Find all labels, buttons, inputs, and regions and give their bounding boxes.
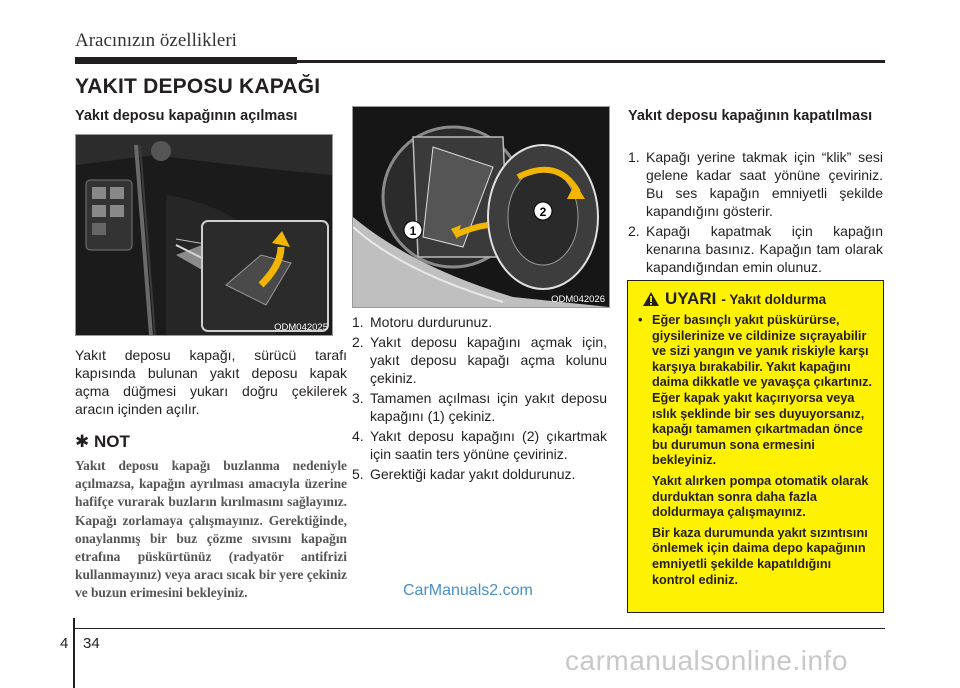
warning-paragraph: Bir kaza durumunda yakıt sızıntısını önlemek için daima depo kapağının emniyetli şekilde kapatıldığını kontrol ediniz. xyxy=(652,525,868,587)
warning-box xyxy=(627,280,884,613)
step-item: 2. Kapağı kapatmak için kapağın kenarına basınız. Kapağın tam olarak kapandığından emin olunuz. xyxy=(628,223,883,275)
step-item: 5. Gerektiği kadar yakıt doldurunuz. xyxy=(352,466,576,482)
warning-heading: UYARI - Yakıt doldurma xyxy=(642,289,826,309)
step-item: 3. Tamamen açılması için yakıt deposu kapağını (1) çekiniz. xyxy=(352,390,607,424)
header-rule xyxy=(75,60,885,63)
warning-paragraph: Eğer basınçlı yakıt püskürürse, giysilerinize ve cildinize sıçrayabilir ve sizi yangın ve yanık riskiyle karşı karşıya bırakabilir. Yakıt kapağını daima dikkatle ve yavaşça çıkartınız. Eğer kapak yakıt kaçırıyorsa veya ıslık şeklinde bir ses duyuyorsanız, kapağı tamamen çıkartmadan önce bu durumun sona ermesini bekleyiniz. xyxy=(652,313,873,468)
step-item: 1. Kapağı yerine takmak için “klik” sesi gelene kadar saat yönüne çeviriniz. Bu ses kapağın emniyetli şekilde kapandığını gösterir. xyxy=(628,149,883,219)
step-item: 1. Motoru durdurunuz. xyxy=(352,314,493,330)
callout-2: 2 xyxy=(539,205,547,219)
warning-body xyxy=(638,313,874,593)
footer-rule xyxy=(75,628,885,629)
bullet-icon: • xyxy=(638,313,643,327)
opening-steps xyxy=(352,313,607,485)
opening-heading: Yakıt deposu kapağının açılması xyxy=(75,108,298,124)
running-header: Aracınızın özellikleri xyxy=(75,30,237,51)
footer-divider xyxy=(73,618,75,688)
warning-paragraph: Yakıt alırken pompa otomatik olarak durduktan sonra daha fazla doldurmaya çalışmayınız. xyxy=(652,473,869,520)
page-number: 34 xyxy=(83,635,100,652)
warning-triangle-icon xyxy=(642,291,660,307)
watermark-site: carmanualsonline.info xyxy=(565,645,848,676)
note-heading: ✱ NOT xyxy=(75,432,130,451)
closing-heading: Yakıt deposu kapağının kapatılması xyxy=(628,108,873,124)
step-item: 4. Yakıt deposu kapağını (2) çıkartmak için saatin ters yönüne çeviriniz. xyxy=(352,428,607,462)
fuel-door-figure xyxy=(352,106,610,308)
callout-1: 1 xyxy=(409,224,417,238)
opening-paragraph: Yakıt deposu kapağı, sürücü tarafı kapısında bulunan yakıt deposu kapak açma düğmesi yukarı doğru çekilerek aracın içinden açılır. xyxy=(75,347,347,417)
step-item: 2. Yakıt deposu kapağını açmak için, yakıt deposu kapağı açma kolunu çekiniz. xyxy=(352,334,607,386)
door-switch-illustration xyxy=(76,135,332,335)
watermark-link: CarManuals2.com xyxy=(403,582,533,599)
figure-code: ODM042025 xyxy=(274,322,328,333)
section-title: YAKIT DEPOSU KAPAĞI xyxy=(75,75,321,98)
closing-steps xyxy=(628,148,883,278)
door-switch-figure xyxy=(75,134,333,336)
fuel-door-illustration xyxy=(353,107,609,307)
figure-code: ODM042026 xyxy=(551,294,605,305)
note-star-icon: ✱ xyxy=(75,432,90,451)
chapter-number: 4 xyxy=(60,635,69,652)
note-text: Yakıt deposu kapağı buzlanma nedeniyle açılmazsa, kapağın ayrılması amacıyla üzerine hafifçe vurarak buzların kırılmasını sağlayınız. Kapağı zorlamaya çalışmayınız. Gerektiğinde, onaylanmış bir buz çözme sıvısını kapağın etrafına püskürtünüz (radyatör antifrizi kullanmayınız) veya aracı sıcak bir yere çekiniz ve buzun erimesini bekleyiniz. xyxy=(75,458,347,601)
